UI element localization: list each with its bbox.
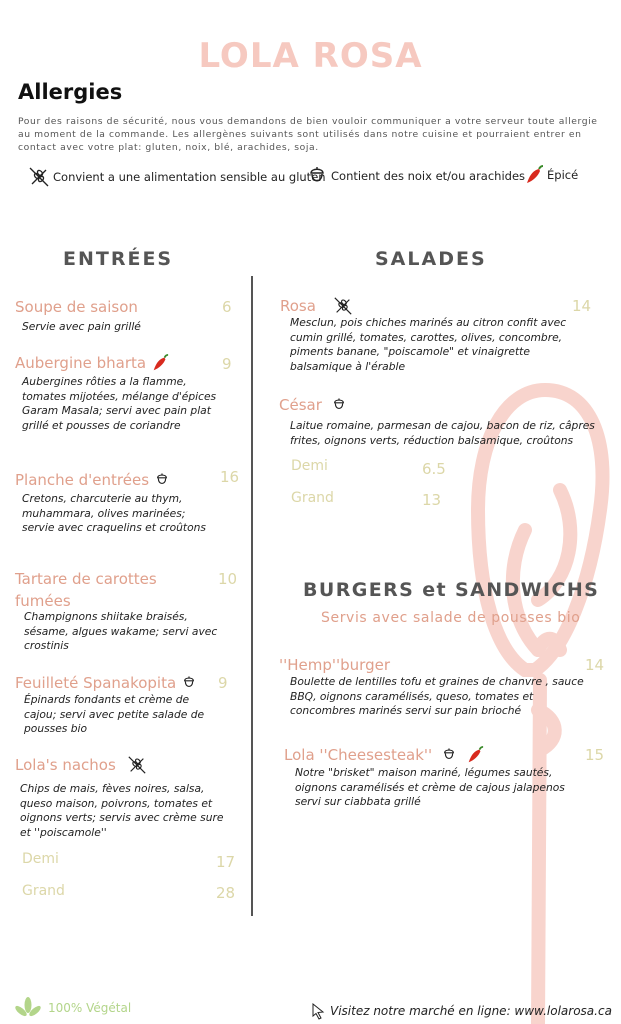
salade-desc: Laitue romaine, parmesan de cajou, bacon de riz, câpres frites, oignons verts, réduction balsamique, croûtons [290, 419, 595, 447]
legend-spicy [524, 164, 578, 186]
gluten-free-icon [28, 166, 50, 188]
entree-name [15, 754, 147, 776]
legend-nuts-label: Contient des noix et/ou arachides [331, 169, 526, 183]
salade-name [280, 295, 353, 317]
nuts-icon [181, 675, 197, 691]
salade-name [279, 394, 347, 416]
brand-title: LOLA ROSA [198, 36, 423, 76]
salade-desc: Mesclun, pois chiches marinés au citron confit avec cumin grillé, tomates, carottes, olives, concombre, piments banane, "poiscamole" et vinaigrette balsamique à l'érable [290, 316, 567, 373]
burger-name: ''Hemp''burger [279, 656, 390, 674]
entree-price: 9 [218, 674, 228, 692]
burger-desc: Boulette de lentilles tofu et graines de chanvre , sauce BBQ, oignons caramélisés, queso, tomates et concombres marinés servi sur pain brioché [290, 675, 584, 717]
leaf-icon [14, 996, 42, 1020]
size-price: 13 [422, 491, 442, 509]
legend-gluten-label: Convient a une alimentation sensible au gluten [53, 170, 326, 184]
burger-name-text: Lola ''Cheesesteak'' [284, 746, 433, 764]
size-label: Grand [291, 490, 334, 506]
entree-desc: Aubergines rôties a la flamme, tomates mijotées, mélange d'épices Garam Masala; servi avec pain plat grillé et pousses de coriandre [22, 375, 217, 432]
entree-name-text: Aubergine bharta [15, 354, 147, 372]
cursor-icon [310, 1002, 326, 1020]
entree-price: 16 [220, 468, 240, 486]
entree-desc: Servie avec pain grillé [22, 320, 141, 333]
nuts-icon [331, 397, 347, 413]
salade-name-text: César [279, 396, 322, 414]
nuts-icon [306, 165, 328, 187]
entree-name [15, 469, 170, 491]
size-price: 6.5 [422, 460, 446, 478]
entree-name-text: Feuilleté Spanakopita [15, 674, 177, 692]
burger-name [284, 744, 484, 766]
salade-name-text: Rosa [280, 297, 316, 315]
entree-name [15, 672, 197, 694]
entree-price: 9 [222, 355, 232, 373]
burger-price: 15 [585, 746, 605, 764]
entree-name-text: Planche d'entrées [15, 471, 150, 489]
entree-desc: Épinards fondants et crème de cajou; servi avec petite salade de pousses bio [24, 693, 205, 735]
size-label: Demi [291, 458, 328, 474]
salades-title: SALADES [375, 248, 487, 270]
allergies-text: Pour des raisons de sécurité, nous vous demandons de bien vouloir communiquer a votre serveur toute allergie au moment de la commande. Les allergènes suivants sont utilisés dans notre cuisine et pourraient entrer en contact avec votre plat: gluten, noix, blé, arachides, soja. [18, 116, 598, 153]
market-link[interactable]: Visitez notre marché en ligne: www.lolarosa.ca [330, 1004, 612, 1018]
size-label: Demi [22, 851, 59, 867]
entree-name: Soupe de saison [15, 298, 138, 316]
entree-name [15, 352, 169, 374]
burger-price: 14 [585, 656, 605, 674]
entree-price: 6 [222, 298, 232, 316]
footer-vegetal [14, 996, 131, 1020]
entree-name: Tartare de carottes fumées [15, 570, 157, 610]
gluten-free-icon [127, 755, 147, 775]
legend-nuts [306, 165, 525, 187]
burger-desc: Notre "brisket" maison mariné, légumes sautés, oignons caramélisés et crème de cajous jalapenos servi sur ciabbata grillé [295, 766, 565, 808]
allergies-title: Allergies [18, 80, 123, 104]
entree-price: 10 [218, 570, 238, 588]
footer-market [310, 1002, 612, 1020]
gluten-free-icon [333, 296, 353, 316]
entree-desc: Cretons, charcuterie au thym, muhammara, olives marinées; servie avec craquelins et croûtons [22, 492, 206, 534]
nuts-icon [154, 472, 170, 488]
legend-spicy-label: Épicé [547, 168, 579, 182]
chili-pepper-icon [524, 164, 544, 186]
column-divider [251, 276, 253, 916]
size-price: 17 [216, 853, 236, 871]
size-price: 28 [216, 884, 236, 902]
entrees-title: ENTRÉES [63, 248, 174, 270]
burgers-subtitle: Servis avec salade de pousses bio [321, 610, 581, 626]
nuts-icon [441, 747, 457, 763]
chili-pepper-icon [466, 745, 484, 765]
salade-price: 14 [572, 297, 592, 315]
vegetal-label: 100% Végétal [48, 1001, 132, 1015]
legend-gluten [28, 166, 326, 188]
entree-desc: Chips de mais, fèves noires, salsa, queso maison, poivrons, tomates et oignons verts; servis avec crème sure et ''poiscamole'' [20, 782, 224, 839]
entree-name-text: Lola's nachos [15, 756, 116, 774]
size-label: Grand [22, 883, 65, 899]
burgers-title: BURGERS et SANDWICHS [303, 579, 600, 601]
chili-pepper-icon [151, 353, 169, 373]
entree-desc: Champignons shiitake braisés, sésame, algues wakame; servi avec crostinis [24, 610, 218, 652]
